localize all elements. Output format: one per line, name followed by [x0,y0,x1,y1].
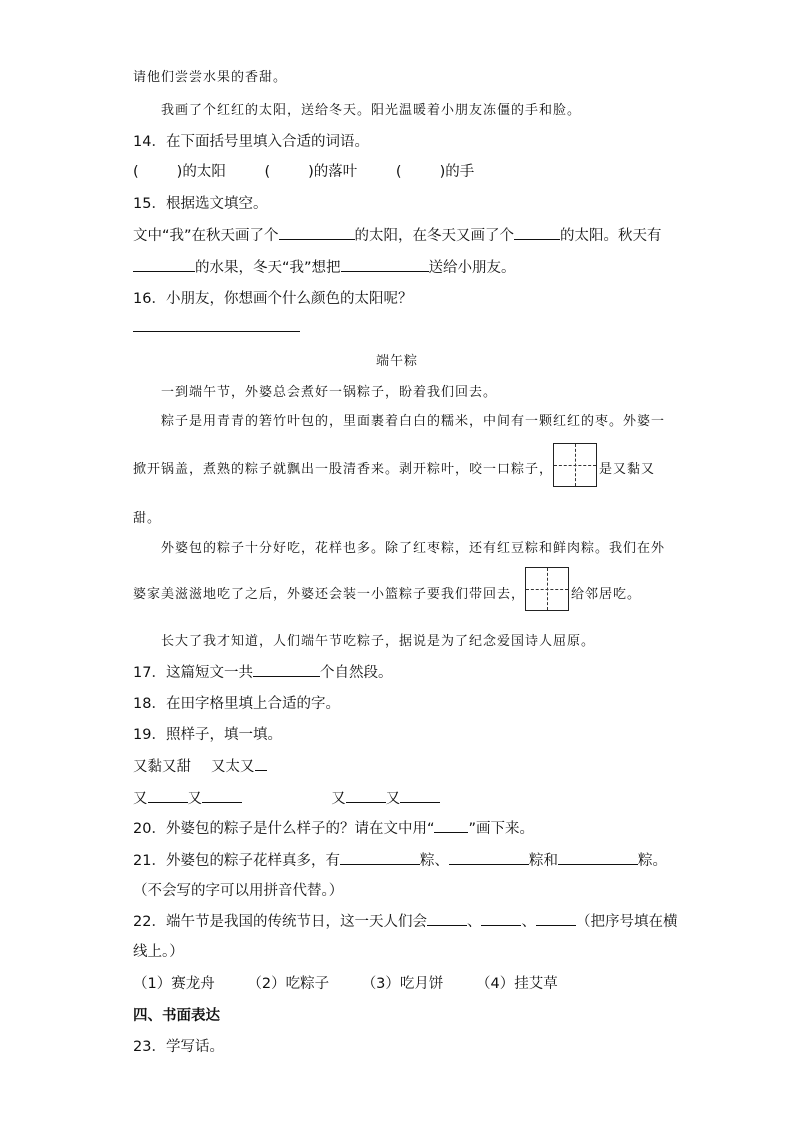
answer-blank[interactable] [202,788,242,803]
paragraph-4: 长大了我才知道，人们端午节吃粽子，据说是为了纪念爱国诗人屈原。 [161,634,596,649]
q22-line-2: 线上。） [133,944,184,960]
question-17: 17．这篇短文一共 个自然段。 [133,661,392,682]
q19-examples: 又黏又甜 又太又 [133,755,267,776]
answer-blank[interactable] [255,756,267,771]
passage-line-2: 我画了个红红的太阳，送给冬天。阳光温暖着小朋友冻僵的手和脸。 [161,103,582,118]
paragraph-2-line-2b: 是又黏又 [599,462,656,477]
question-21: 21．外婆包的粽子花样真多，有 粽、 粽和 粽。 [133,849,667,870]
paragraph-2-line-3: 甜。 [133,511,162,526]
answer-blank[interactable] [427,911,467,926]
underline-sample [434,818,468,833]
question-18: 18．在田字格里填上合适的字。 [133,696,340,712]
question-16: 16．小朋友，你想画个什么颜色的太阳呢？ [133,291,413,307]
question-14: 14．在下面括号里填入合适的词语。 [133,134,369,150]
q14-item-a: 的太阳 [182,164,226,180]
option-1: （1）赛龙舟 [133,976,215,992]
answer-blank[interactable] [346,788,386,803]
answer-blank[interactable] [400,788,440,803]
answer-blank[interactable] [341,257,429,272]
question-15: 15．根据选文填空。 [133,196,268,212]
q22-options [133,972,558,993]
question-20: 20．外婆包的粽子是什么样子的？请在文中用“ ”画下来。 [133,817,534,838]
answer-blank[interactable] [449,850,529,865]
q14-item-b: 的落叶 [313,164,358,180]
answer-blank[interactable] [133,257,195,272]
passage-title: 端午粽 [376,354,419,369]
passage-line-1: 请他们尝尝水果的香甜。 [133,70,288,85]
tianzige-box[interactable] [553,443,597,487]
answer-blank[interactable] [340,850,420,865]
answer-blank[interactable] [536,911,576,926]
paragraph-3-line-2b: 给邻居吃。 [571,587,642,602]
question-14-items: ( )的太阳 ( )的落叶 ( )的手 [133,164,475,180]
paragraph-3-line-2a: 婆家美滋滋地吃了之后，外婆还会装一小篮粽子要我们带回去， [133,587,526,602]
answer-line[interactable] [133,331,300,332]
section-heading: 四、书面表达 [133,1008,220,1024]
q21-note: （不会写的字可以用拼音代替。） [133,883,344,899]
paragraph-2-line-1: 粽子是用青青的箬竹叶包的，里面裹着白白的糯米，中间有一颗红红的枣。外婆一 [161,414,666,429]
q19-blanks: 又 又 又 又 [133,787,440,808]
paragraph-1: 一到端午节，外婆总会煮好一锅粽子，盼着我们回去。 [161,385,498,400]
q14-item-c: 的手 [445,164,475,180]
answer-blank[interactable] [558,850,638,865]
option-2: （2）吃粽子 [247,976,330,992]
question-19: 19．照样子，填一填。 [133,727,282,743]
q15-line-2: 的水果，冬天“我”想把 送给小朋友。 [133,256,516,277]
answer-blank[interactable] [481,911,521,926]
option-4: （4）挂艾草 [476,976,558,992]
answer-blank[interactable] [148,788,188,803]
tianzige-box[interactable] [525,567,569,611]
question-22: 22．端午节是我国的传统节日，这一天人们会 、 、 （把序号填在横 [133,910,677,931]
answer-blank[interactable] [253,662,320,677]
question-23: 23．学写话。 [133,1039,224,1055]
answer-blank[interactable] [514,225,560,240]
option-3: （3）吃月饼 [361,976,444,992]
paragraph-2-line-2a: 掀开锅盖，煮熟的粽子就飘出一股清香来。剥开粽叶，咬一口粽子， [133,462,554,477]
q15-line-1: 文中“我”在秋天画了个 的太阳，在冬天又画了个 的太阳。秋天有 [133,224,662,245]
answer-blank[interactable] [279,225,355,240]
paragraph-3-line-1: 外婆包的粽子十分好吃，花样也多。除了红枣粽，还有红豆粽和鲜肉粽。我们在外 [161,541,666,556]
